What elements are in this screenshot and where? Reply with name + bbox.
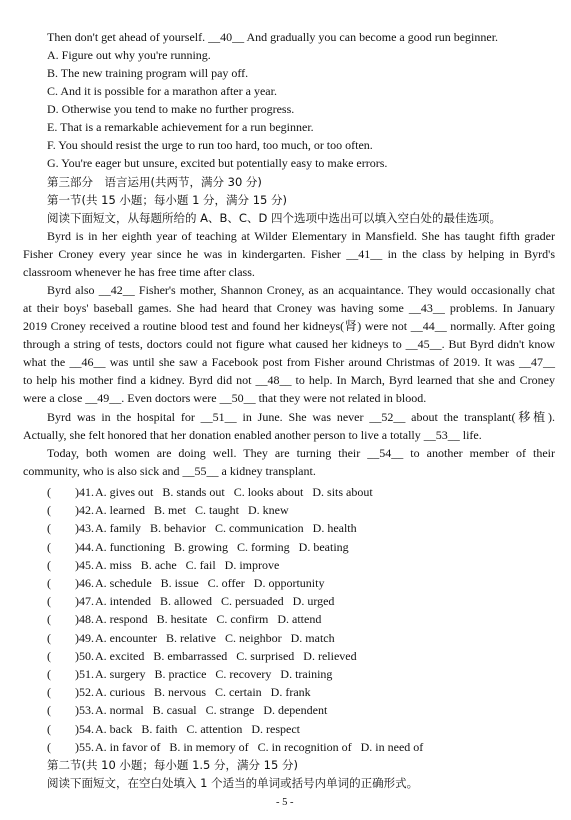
choice-a: A. surgery <box>95 667 146 681</box>
question-number-dot: . <box>91 594 94 609</box>
question-number: 48 <box>79 612 91 627</box>
choice-b: B. met <box>153 503 186 518</box>
option-f: F. You should resist the urge to run too hard, too much, or too often. <box>47 138 373 152</box>
question-number-dot: . <box>91 576 94 590</box>
question-number: 49 <box>79 630 91 645</box>
choice-a: A. respond <box>95 612 148 627</box>
passage-line: Byrd was in the hospital for __51__ in June. She was never __52__ about the transplant(移植). <box>47 410 555 424</box>
choice-c: C. neighbor <box>224 630 282 645</box>
choice-d: D. beating <box>298 539 349 554</box>
answer-blank[interactable]: ( ) <box>47 739 79 754</box>
choice-a: A. family <box>95 521 141 536</box>
passage-line: 2019 Croney received a routine blood test and found her kidneys(肾) were not __44__ normally. After going <box>23 319 555 333</box>
choice-a: A. back <box>95 721 133 736</box>
question-number: 51 <box>79 667 91 681</box>
option-d: D. Otherwise you tend to make no further progress. <box>47 102 295 116</box>
choice-c: C. certain <box>215 685 262 700</box>
question-row <box>47 665 341 683</box>
choice-d: D. urged <box>292 594 335 609</box>
choice-b: B. behavior <box>150 521 206 536</box>
part3-heading: 第三部分 语言运用(共两节，满分 30 分) <box>47 175 262 189</box>
choice-d: D. dependent <box>263 703 328 718</box>
choice-a: A. miss <box>95 557 132 572</box>
prev-intro-line: Then don't get ahead of yourself. __40__ And gradually you can become a good run beginner. <box>47 30 499 44</box>
choice-c: C. taught <box>194 503 239 518</box>
question-number: 53 <box>79 703 91 718</box>
question-row <box>47 519 366 537</box>
choice-c: C. persuaded <box>221 594 284 609</box>
choice-d: D. frank <box>270 685 311 700</box>
question-row <box>47 556 288 574</box>
answer-blank[interactable]: ( ) <box>47 685 79 700</box>
section1-instruction: 阅读下面短文，从每题所给的 A、B、C、D 四个选项中选出可以填入空白处的最佳选项。 <box>47 211 501 225</box>
question-number: 44 <box>79 539 91 554</box>
passage-line: community, who is also sick and __55__ a kidney transplant. <box>23 464 316 478</box>
passage-line: at their boys' baseball games. She had heard that Croney was having some __43__ problems. In January <box>23 301 555 315</box>
choice-c: C. in recognition of <box>257 739 352 754</box>
choice-b: B. faith <box>141 721 178 736</box>
choice-a: A. curious <box>95 685 145 700</box>
option-a: A. Figure out why you're running. <box>47 48 211 62</box>
answer-blank[interactable]: ( ) <box>47 576 79 590</box>
answer-blank[interactable]: ( ) <box>47 612 79 627</box>
choice-c: C. looks about <box>233 485 304 499</box>
answer-blank[interactable]: ( ) <box>47 594 79 609</box>
choice-c: C. fail <box>185 557 216 572</box>
answer-blank[interactable]: ( ) <box>47 521 79 536</box>
page-number: - 5 - <box>276 797 294 808</box>
choice-b: B. in memory of <box>169 739 249 754</box>
question-number-dot: . <box>91 612 94 627</box>
question-number: 42 <box>79 503 91 518</box>
passage-line: Actually, she felt honored that her donation enabled another person to live a totally __53__ life. <box>23 428 482 442</box>
passage-line: Byrd also __42__ Fisher's mother, Shannon Croney, as an acquaintance. They would occasionally chat <box>47 283 555 297</box>
choice-b: B. casual <box>152 703 197 718</box>
question-number-dot: . <box>91 703 94 718</box>
choice-a: A. normal <box>95 703 144 718</box>
section2-heading: 第二节(共 10 小题；每小题 1.5 分，满分 15 分) <box>47 758 298 772</box>
passage-line: what the __46__ was until she saw a Facebook post from Fisher around Christmas of 2019. It was __47__ <box>23 355 555 369</box>
choice-d: D. sits about <box>312 485 373 499</box>
question-row <box>47 701 336 719</box>
question-number-dot: . <box>91 648 94 663</box>
question-row <box>47 683 320 701</box>
choice-a: A. learned <box>95 503 145 518</box>
question-number: 54 <box>79 721 91 736</box>
section2-instruction: 阅读下面短文，在空白处填入 1 个适当的单词或括号内单词的正确形式。 <box>47 776 419 790</box>
choice-d: D. attend <box>277 612 322 627</box>
question-number-dot: . <box>91 557 94 572</box>
question-row <box>47 501 298 519</box>
option-b: B. The new training program will pay off. <box>47 66 249 80</box>
choice-a: A. in favor of <box>95 739 161 754</box>
choice-c: C. offer <box>207 576 245 590</box>
choice-c: C. forming <box>237 539 290 554</box>
choice-d: D. respect <box>251 721 300 736</box>
question-number-dot: . <box>91 539 94 554</box>
question-row <box>47 629 344 647</box>
choice-c: C. surprised <box>236 648 295 663</box>
passage-line: were a close __49__. Even doctors were __50__ that they were not related in blood. <box>23 391 427 405</box>
question-row <box>47 647 366 665</box>
question-number: 41 <box>79 485 91 499</box>
question-number: 50 <box>79 648 91 663</box>
question-row <box>47 538 358 556</box>
choice-c: C. strange <box>205 703 255 718</box>
choice-b: B. ache <box>140 557 177 572</box>
question-number-dot: . <box>91 685 94 700</box>
passage-line: classroom whenever he has free time after class. <box>23 265 255 279</box>
question-number: 47 <box>79 594 91 609</box>
choice-b: B. stands out <box>162 485 225 499</box>
question-row <box>47 592 343 610</box>
question-number-dot: . <box>91 521 94 536</box>
question-row <box>47 610 330 628</box>
choice-a: A. gives out <box>95 485 154 499</box>
choice-b: B. growing <box>174 539 228 554</box>
question-number: 55 <box>79 739 91 754</box>
answer-blank[interactable]: ( ) <box>47 667 79 681</box>
choice-d: D. health <box>312 521 357 536</box>
choice-b: B. issue <box>160 576 199 590</box>
answer-blank[interactable]: ( ) <box>47 630 79 645</box>
question-row <box>47 720 309 738</box>
question-number: 46 <box>79 576 91 590</box>
passage-line: through a string of tests, doctors could not figure what caused her kidneys to __45__. But Byrd didn't know <box>23 337 555 351</box>
choice-c: C. attention <box>186 721 243 736</box>
option-c: C. And it is possible for a marathon after a year. <box>47 84 277 98</box>
question-row <box>47 738 432 756</box>
choice-d: D. knew <box>247 503 289 518</box>
choice-a: A. intended <box>95 594 151 609</box>
answer-blank[interactable]: ( ) <box>47 539 79 554</box>
answer-blank[interactable]: ( ) <box>47 703 79 718</box>
choice-b: B. relative <box>165 630 216 645</box>
question-row <box>47 574 333 592</box>
passage-line: Today, both women are doing well. They are turning their __54__ to another member of their <box>47 446 555 460</box>
answer-blank[interactable]: ( ) <box>47 557 79 572</box>
passage-line: to help his mother find a kidney. Byrd did not __48__ to help. In March, Byrd learned that she and Croney <box>23 373 555 387</box>
question-number-dot: . <box>91 739 94 754</box>
passage-line: Fisher Croney every year since he was in kindergarten. Fisher __41__ in the class by helping in Byrd's <box>23 247 555 261</box>
question-number: 52 <box>79 685 91 700</box>
choice-a: A. excited <box>95 648 145 663</box>
choice-a: A. functioning <box>95 539 165 554</box>
option-e: E. That is a remarkable achievement for a run beginner. <box>47 120 314 134</box>
choice-c: C. recovery <box>215 667 272 681</box>
answer-blank[interactable]: ( ) <box>47 503 79 518</box>
choice-b: B. practice <box>154 667 207 681</box>
question-number-dot: . <box>91 667 94 681</box>
choice-c: C. communication <box>215 521 304 536</box>
question-number-dot: . <box>91 630 94 645</box>
answer-blank[interactable]: ( ) <box>47 485 79 499</box>
question-number-dot: . <box>91 503 94 518</box>
passage-line: Byrd is in her eighth year of teaching at Wilder Elementary in Mansfield. She has taught fifth grader <box>47 229 555 243</box>
option-g: G. You're eager but unsure, excited but potentially easy to make errors. <box>47 156 388 170</box>
answer-blank[interactable]: ( ) <box>47 648 79 663</box>
section1-heading: 第一节(共 15 小题；每小题 1 分，满分 15 分) <box>47 193 287 207</box>
choice-b: B. nervous <box>154 685 206 700</box>
question-number-dot: . <box>91 485 94 499</box>
choice-d: D. opportunity <box>253 576 325 590</box>
choice-b: B. allowed <box>160 594 212 609</box>
question-number: 45 <box>79 557 91 572</box>
choice-d: D. training <box>280 667 333 681</box>
choice-d: D. improve <box>224 557 280 572</box>
choice-a: A. encounter <box>95 630 157 645</box>
answer-blank[interactable]: ( ) <box>47 721 79 736</box>
choice-d: D. relieved <box>303 648 357 663</box>
choice-a: A. schedule <box>95 576 152 590</box>
choice-d: D. match <box>290 630 335 645</box>
choice-c: C. confirm <box>216 612 269 627</box>
question-row <box>47 483 382 501</box>
question-number-dot: . <box>91 721 94 736</box>
question-number: 43 <box>79 521 91 536</box>
choice-b: B. hesitate <box>156 612 208 627</box>
choice-b: B. embarrassed <box>153 648 228 663</box>
choice-d: D. in need of <box>360 739 424 754</box>
